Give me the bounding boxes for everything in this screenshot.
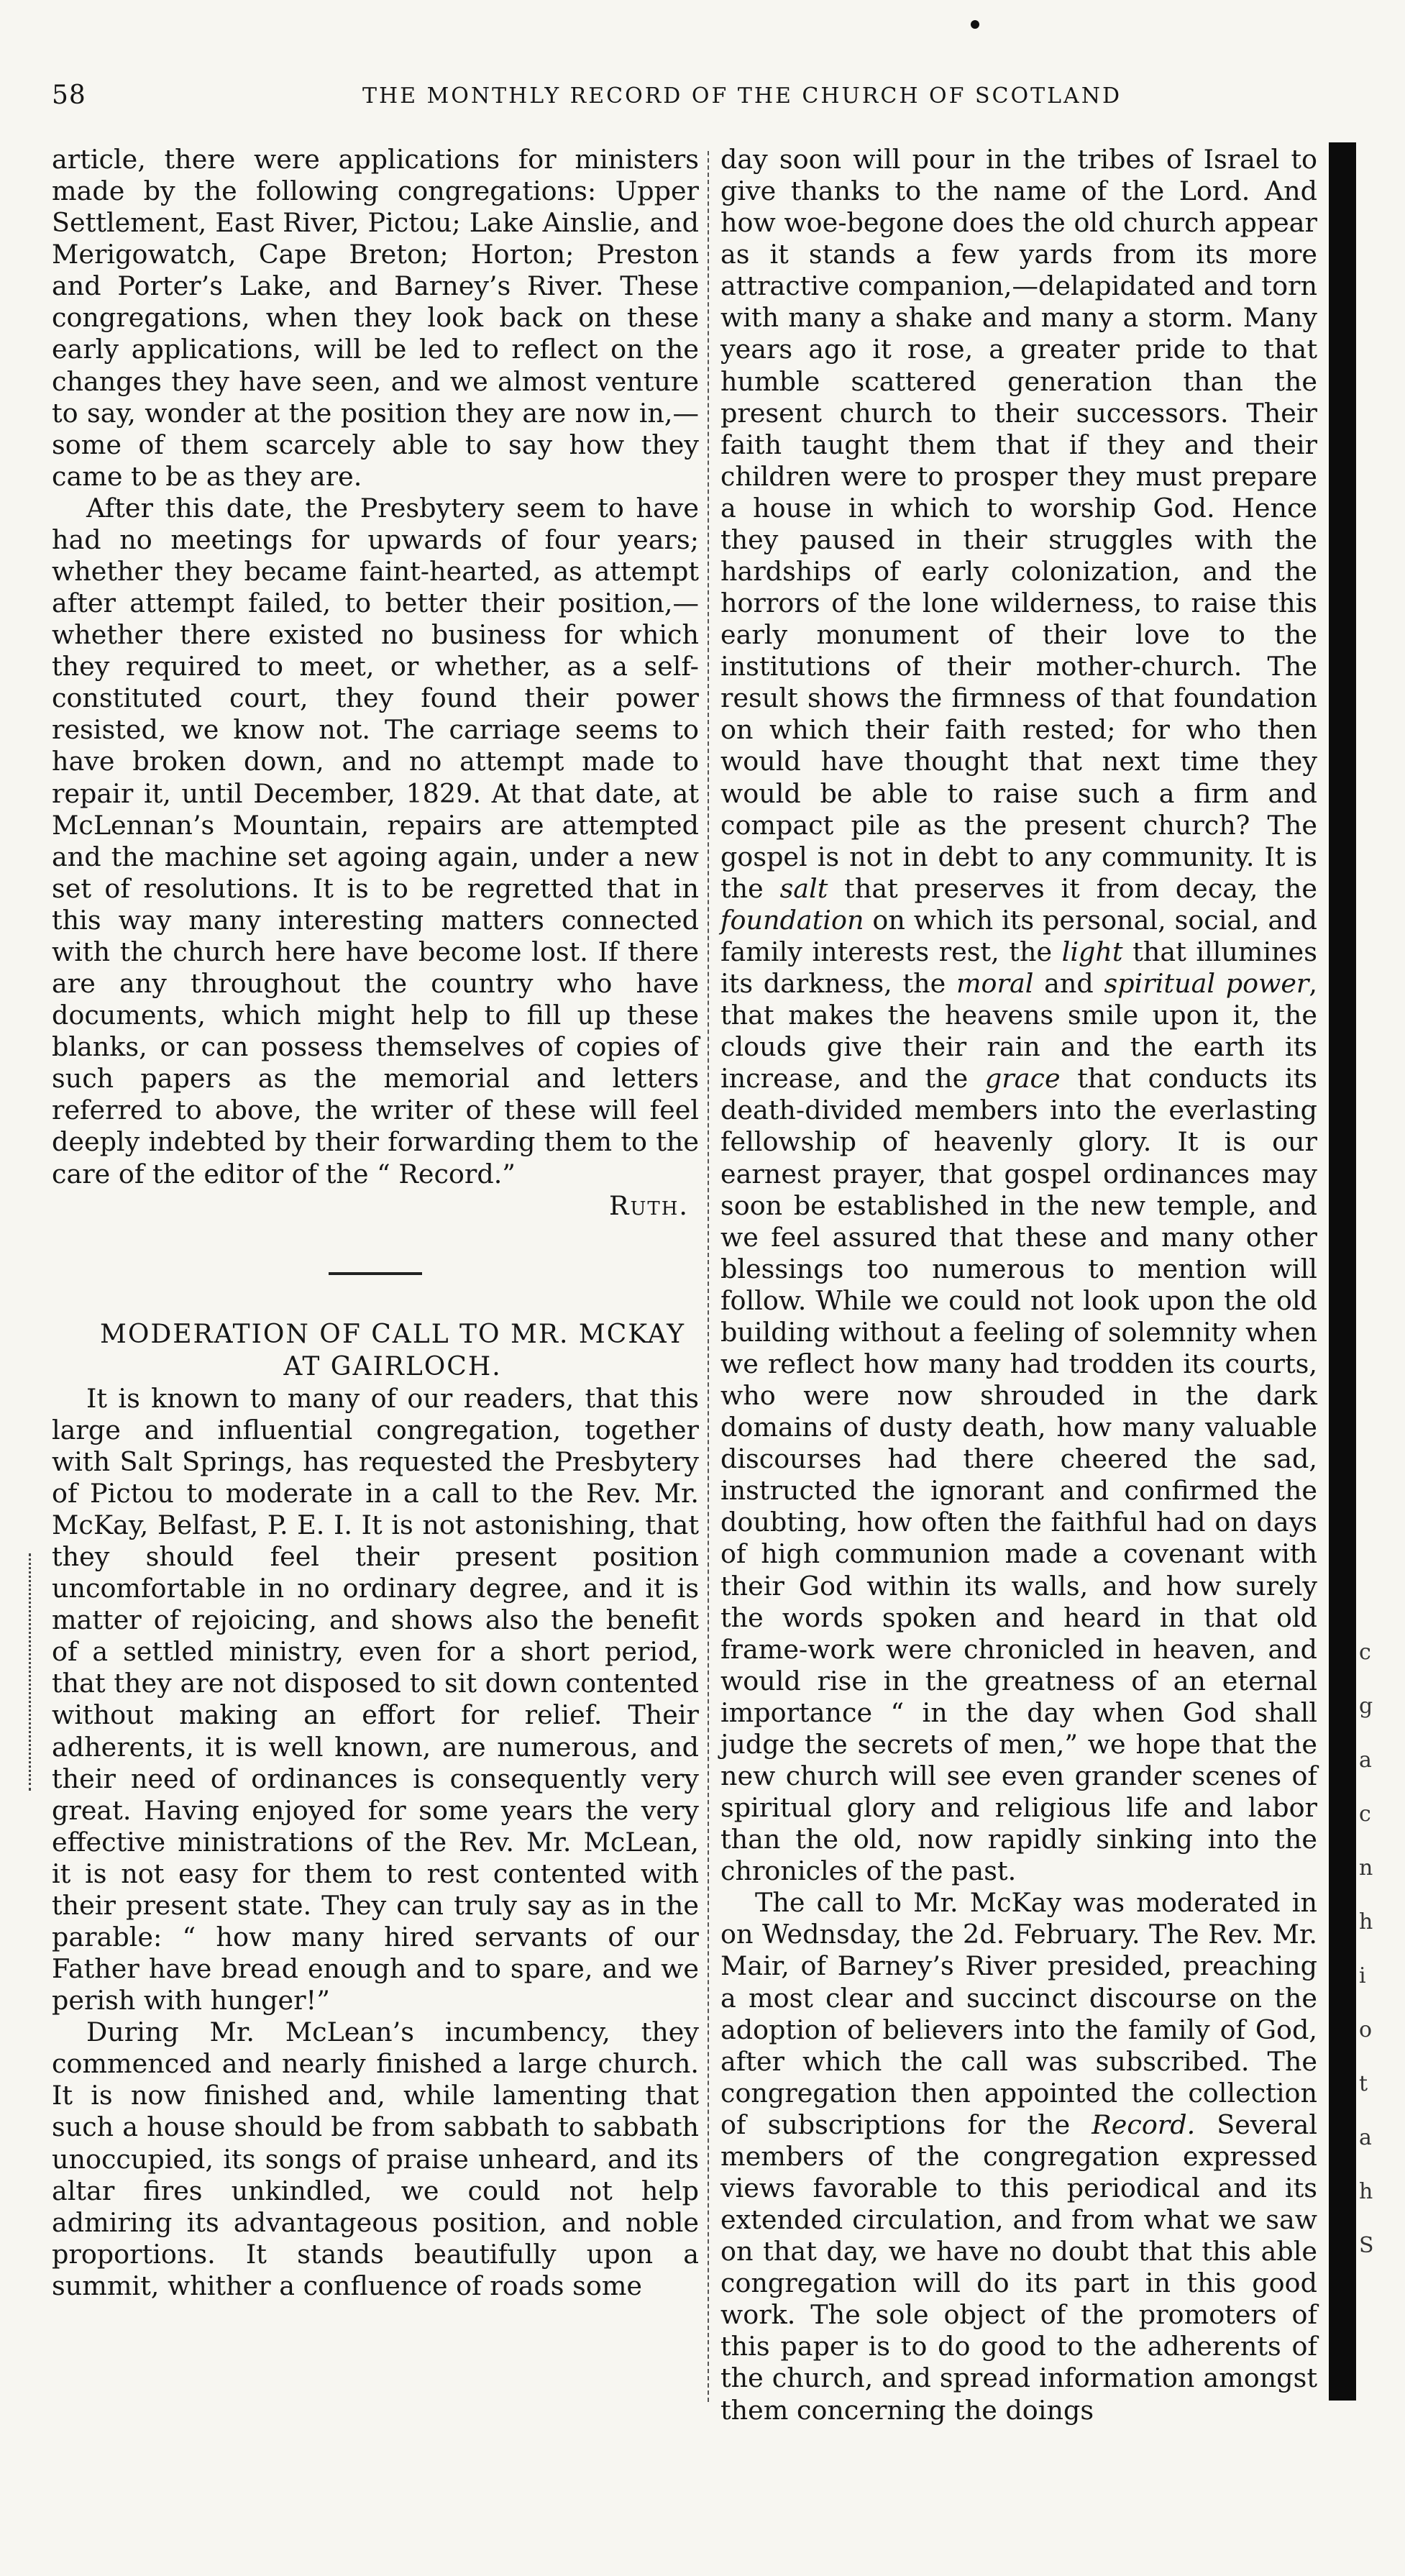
margin-fragment: i bbox=[1359, 1963, 1366, 1988]
right-column bbox=[720, 144, 1317, 2426]
page-number: 58 bbox=[52, 81, 86, 110]
author-signature: Ruth. bbox=[608, 1189, 689, 1221]
binding-shadow bbox=[1329, 142, 1356, 2401]
emphasis: Record. bbox=[1091, 2109, 1196, 2140]
margin-fragment: c bbox=[1359, 1801, 1371, 1827]
paragraph: article, there were applications for ministers made by the following congregations: Upper Settlement, East River, Pictou; Lake Ainslie, and Merigowatch, Cape Breton; Horton; Preston and Porter’s Lake, and Barney’s River. These congregations, when they look back on these early applications, will be led to reflect on the changes they have seen, and we almost venture to say, wonder at the position they are now in,—some of them scarcely able to say how they came to be as they are. bbox=[52, 144, 699, 492]
emphasis: light bbox=[1061, 936, 1123, 967]
margin-fragment: a bbox=[1359, 1748, 1372, 1773]
running-title: THE MONTHLY RECORD OF THE CHURCH OF SCOTLAND bbox=[362, 83, 1122, 109]
margin-fragment: t bbox=[1359, 2071, 1368, 2096]
margin-fragment: h bbox=[1359, 2179, 1373, 2204]
paragraph: The call to Mr. McKay was moderated in on Wednsday, the 2d. February. The Rev. Mr. Mair, of Barney’s River presided, preaching a most clear and succinct discourse on the adoption of believers into the family of God, after which the call was subscribed. The congregation then appointed the collection of subscriptions for the Record. Several members of the congregation expressed views favorable to this periodical and its extended circulation, and from what we saw on that day, we have no doubt that this able congregation will do its part in this good work. The sole object of the promoters of this paper is to do good to the adherents of the church, and spread information amongst them concerning the doings bbox=[720, 1887, 1317, 2426]
margin-fragment: S bbox=[1359, 2233, 1374, 2258]
margin-dotted-line bbox=[29, 1553, 31, 1791]
margin-fragment: o bbox=[1359, 2017, 1373, 2042]
margin-fragment: c bbox=[1359, 1640, 1371, 1665]
emphasis: foundation bbox=[720, 904, 864, 936]
emphasis: spiritual power bbox=[1104, 968, 1309, 1000]
column-divider bbox=[708, 151, 709, 2402]
section-title: MODERATION OF CALL TO MR. MCKAY bbox=[99, 1319, 686, 1349]
paragraph: After this date, the Presbytery seem to have had no meetings for upwards of four years; whether they became faint-hearted, as attempt after attempt failed, to better their position,—whether there existed no business for which they required to meet, or whether, as a self-constituted court, they found their power resisted, we know not. The carriage seems to have broken down, and no attempt made to repair it, until December, 1829. At that date, at McLennan’s Mountain, repairs are attempted and the machine set agoing again, under a new set of resolutions. It is to be regretted that in this way many interesting matters connected with the church here have become lost. If there are any throughout the country who have documents, which might help to fill up these blanks, or can possess themselves of copies of such papers as the memorial and letters referred to above, the writer of these will feel deeply indebted by their forwarding them to the care of the editor of the “ Record.” bbox=[52, 492, 699, 1189]
margin-fragment: g bbox=[1359, 1694, 1373, 1719]
paragraph: During Mr. McLean’s incumbency, they commenced and nearly finished a large church. It is now finished and, while lamenting that such a house should be from sabbath to sabbath unoccupied, its songs of praise unheard, and its altar fires unkindled, we could not help admiring its advantageous position, and noble proportions. It stands beautifully upon a summit, whither a confluence of roads some bbox=[52, 2017, 699, 2301]
margin-fragment: a bbox=[1359, 2125, 1372, 2150]
page-header bbox=[52, 81, 1346, 124]
emphasis: grace bbox=[984, 1063, 1061, 1095]
emphasis: moral bbox=[956, 968, 1034, 1000]
margin-fragment: h bbox=[1359, 1909, 1373, 1935]
section-divider bbox=[329, 1272, 422, 1275]
margin-fragment: n bbox=[1359, 1855, 1373, 1881]
ink-speck bbox=[971, 20, 979, 29]
section-subtitle: AT GAIRLOCH. bbox=[283, 1351, 502, 1381]
emphasis: salt bbox=[779, 872, 828, 904]
paragraph: day soon will pour in the tribes of Israel to give thanks to the name of the Lord. And how woe-begone does the old church appear as it stands a few yards from its more attractive companion,—delapidated and torn with many a shake and many a storm. Many years ago it rose, a greater pride to that humble scattered generation than the present church to their successors. Their faith taught them that if they and their children were to prosper they must prepare a house in which to worship God. Hence they paused in their struggles with the hardships of early colonization, and the horrors of the lone wilderness, to raise this early monument of their love to the institutions of their mother-church. The result shows the firmness of that foundation on which their faith rested; for who then would have thought that next time they would be able to raise such a firm and compact pile as the present church? The gospel is not in debt to any community. It is the salt that preserves it from decay, the foundation on which its personal, social, and family interests rest, the light that illumines its darkness, the moral and spiritual power, that makes the heavens smile upon it, the clouds give their rain and the earth its increase, and the grace that conducts its death-divided members into the everlasting fellowship of heavenly glory. It is our earnest prayer, that gospel ordinances may soon be established in the new temple, and we feel assured that these and many other blessings too numerous to mention will follow. While we could not look upon the old building without a feeling of solemnity when we reflect how many had trodden its courts, who were now shrouded in the dark domains of dusty death, how many valuable discourses had there cheered the sad, instructed the ignorant and confirmed the doubting, how often the faithful had on days of high communion made a covenant with their God within its walls, and how surely the words spoken and heard in that old frame-work were chronicled in heaven, and would rise in the greatness of an eternal importance “ in the day when God shall judge the secrets of men,” we hope that the new church will see even grander scenes of spiritual glory and religious life and labor than the old, now rapidly sinking into the chronicles of the past. bbox=[720, 144, 1317, 1887]
left-column bbox=[52, 144, 699, 2302]
paragraph: It is known to many of our readers, that this large and influential congregation, together with Salt Springs, has requested the Presbytery of Pictou to moderate in a call to the Rev. Mr. McKay, Belfast, P. E. I. It is not astonishing, that they should feel their present position uncomfortable in no ordinary degree, and it is matter of rejoicing, and shows also the benefit of a settled ministry, even for a short period, that they are not disposed to sit down contented without making an effort for relief. Their adherents, it is well known, are numerous, and their need of ordinances is consequently very great. Having enjoyed for some years the very effective ministrations of the Rev. Mr. McLean, it is not easy for them to rest contented with their present state. They can truly say as in the parable: “ how many hired servants of our Father have bread enough and to spare, and we perish with hunger!” bbox=[52, 1382, 699, 2017]
